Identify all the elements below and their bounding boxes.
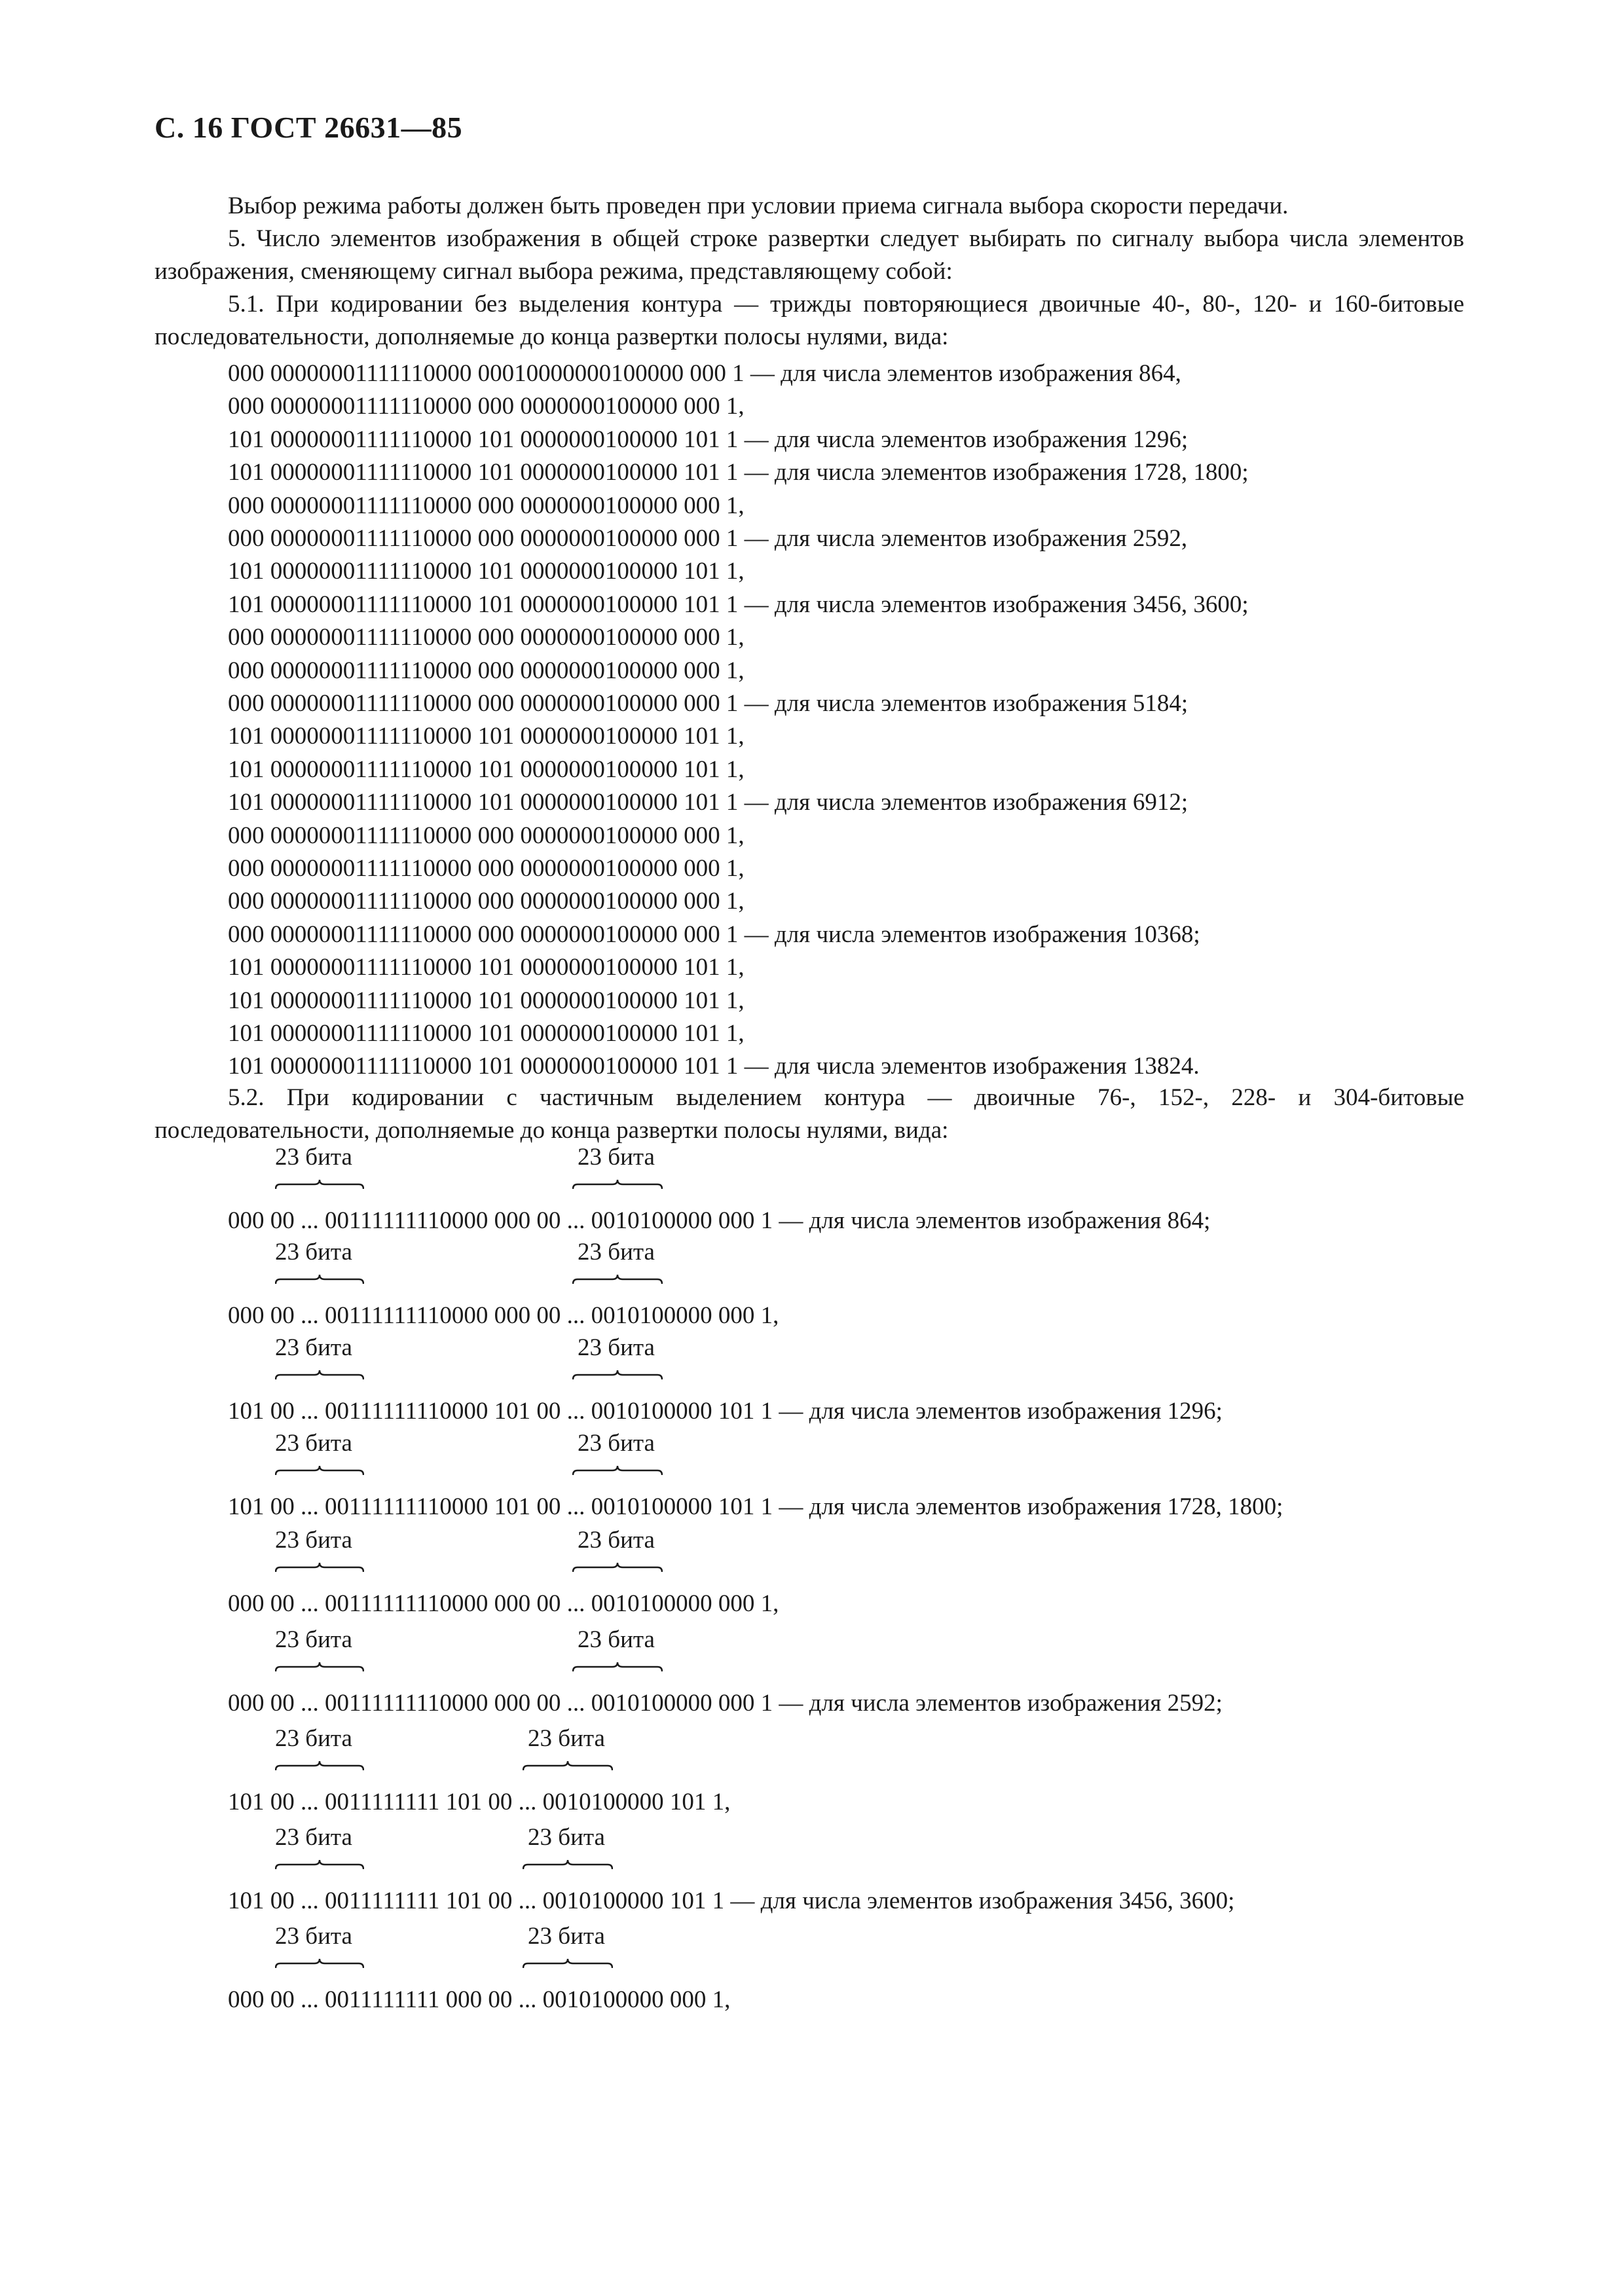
code-line-5-1: 000 00000001111110000 000 0000000100000 000 1, xyxy=(228,492,745,519)
page-header: С. 16 ГОСТ 26631—85 xyxy=(155,111,463,144)
code-line-5-2: 101 00 ... 00111111110000 101 00 ... 0010100000 101 1 — для числа элементов изображения 1296; xyxy=(228,1398,1223,1425)
brace-icon xyxy=(572,1561,663,1573)
code-line-5-1: 101 00000001111110000 101 0000000100000 101 1 — для числа элементов изображения 6912; xyxy=(228,789,1189,816)
bit-count-label: 23 бита xyxy=(275,1725,352,1752)
code-line-5-1: 000 00000001111110000 000 0000000100000 000 1, xyxy=(228,657,745,684)
bit-count-label: 23 бита xyxy=(578,1430,655,1457)
code-line-5-1: 000 00000001111110000 000 0000000100000 000 1, xyxy=(228,888,745,915)
bit-count-label: 23 бита xyxy=(528,1923,605,1950)
brace-icon xyxy=(275,1958,364,1969)
paragraph-5: 5. Число элементов изображения в общей строке развертки следует выбирать по сигналу выбора числа элементов изображения, сменяющему сигнал выбора режима, представляющему собой: xyxy=(155,225,1464,285)
bit-count-label: 23 бита xyxy=(275,1144,352,1171)
bit-count-label: 23 бита xyxy=(578,1527,655,1554)
brace-icon xyxy=(275,1561,364,1573)
brace-icon xyxy=(572,1369,663,1381)
code-line-5-1: 000 00000001111110000 000 0000000100000 000 1 — для числа элементов изображения 2592, xyxy=(228,525,1188,552)
code-line-5-1: 101 00000001111110000 101 0000000100000 101 1, xyxy=(228,987,745,1014)
code-line-5-1: 101 00000001111110000 101 0000000100000 101 1 — для числа элементов изображения 3456, 3600; xyxy=(228,591,1249,618)
bit-count-label: 23 бита xyxy=(275,1334,352,1361)
code-line-5-1: 101 00000001111110000 101 0000000100000 101 1 — для числа элементов изображения 13824. xyxy=(228,1053,1200,1080)
brace-icon xyxy=(275,1273,364,1285)
code-line-5-1: 000 00000001111110000 000 0000000100000 000 1 — для числа элементов изображения 5184; xyxy=(228,690,1189,717)
bit-count-label: 23 бита xyxy=(275,1923,352,1950)
code-line-5-2: 000 00 ... 00111111110000 000 00 ... 0010100000 000 1, xyxy=(228,1302,779,1329)
bit-count-label: 23 бита xyxy=(528,1725,605,1752)
brace-icon xyxy=(523,1958,613,1969)
bit-count-label: 23 бита xyxy=(578,1239,655,1266)
bit-count-label: 23 бита xyxy=(275,1430,352,1457)
code-line-5-1: 101 00000001111110000 101 0000000100000 101 1, xyxy=(228,558,745,585)
brace-icon xyxy=(275,1465,364,1476)
brace-icon xyxy=(275,1369,364,1381)
code-line-5-1: 000 00000001111110000 000 0000000100000 000 1, xyxy=(228,624,745,651)
code-line-5-2: 000 00 ... 00111111110000 000 00 ... 0010100000 000 1 — для числа элементов изображения 2592; xyxy=(228,1690,1223,1717)
brace-icon xyxy=(572,1465,663,1476)
bit-count-label: 23 бита xyxy=(578,1626,655,1653)
brace-icon xyxy=(275,1661,364,1673)
paragraph-5-2: 5.2. При кодировании с частичным выделением контура — двоичные 76-, 152-, 228- и 304-битовые последовательности, дополняемые до конца развертки полосы нулями, вида: xyxy=(155,1084,1464,1144)
brace-icon xyxy=(275,1859,364,1870)
bit-count-label: 23 бита xyxy=(528,1824,605,1851)
code-line-5-1: 000 00000001111110000 00010000000100000 000 1 — для числа элементов изображения 864, xyxy=(228,360,1181,387)
code-line-5-1: 101 00000001111110000 101 0000000100000 101 1 — для числа элементов изображения 1728, 1800; xyxy=(228,459,1249,486)
code-line-5-1: 101 00000001111110000 101 0000000100000 101 1, xyxy=(228,1020,745,1047)
code-line-5-2: 000 00 ... 00111111110000 000 00 ... 0010100000 000 1 — для числа элементов изображения 864; xyxy=(228,1207,1211,1234)
brace-icon xyxy=(523,1859,613,1870)
code-line-5-1: 000 00000001111110000 000 0000000100000 000 1, xyxy=(228,822,745,849)
bit-count-label: 23 бита xyxy=(275,1239,352,1266)
brace-icon xyxy=(275,1178,364,1190)
code-line-5-2: 000 00 ... 00111111110000 000 00 ... 0010100000 000 1, xyxy=(228,1590,779,1617)
code-line-5-1: 000 00000001111110000 000 0000000100000 000 1, xyxy=(228,393,745,420)
bit-count-label: 23 бита xyxy=(578,1334,655,1361)
bit-count-label: 23 бита xyxy=(275,1824,352,1851)
code-line-5-1: 101 00000001111110000 101 0000000100000 101 1, xyxy=(228,756,745,783)
brace-icon xyxy=(572,1178,663,1190)
brace-icon xyxy=(275,1760,364,1772)
paragraph-mode-selection: Выбор режима работы должен быть проведен при условии приема сигнала выбора скорости передачи. xyxy=(228,192,1289,219)
brace-icon xyxy=(572,1273,663,1285)
brace-icon xyxy=(523,1760,613,1772)
code-line-5-2: 101 00 ... 0011111111 101 00 ... 0010100000 101 1, xyxy=(228,1789,731,1815)
bit-count-label: 23 бита xyxy=(578,1144,655,1171)
code-line-5-1: 101 00000001111110000 101 0000000100000 101 1, xyxy=(228,954,745,981)
brace-icon xyxy=(572,1661,663,1673)
bit-count-label: 23 бита xyxy=(275,1626,352,1653)
code-line-5-1: 000 00000001111110000 000 0000000100000 000 1, xyxy=(228,855,745,882)
paragraph-5-1: 5.1. При кодировании без выделения контура — трижды повторяющиеся двоичные 40-, 80-, 120- и 160-битовые последовательности, дополняемые до конца развертки полосы нулями, вида: xyxy=(155,291,1464,350)
code-line-5-2: 101 00 ... 00111111110000 101 00 ... 0010100000 101 1 — для числа элементов изображения 1728, 1800; xyxy=(228,1493,1283,1520)
code-line-5-2: 000 00 ... 0011111111 000 00 ... 0010100000 000 1, xyxy=(228,1986,731,2013)
code-line-5-1: 101 00000001111110000 101 0000000100000 101 1, xyxy=(228,723,745,750)
code-line-5-1: 101 00000001111110000 101 0000000100000 101 1 — для числа элементов изображения 1296; xyxy=(228,426,1189,453)
code-line-5-2: 101 00 ... 0011111111 101 00 ... 0010100000 101 1 — для числа элементов изображения 3456, 3600; xyxy=(228,1887,1235,1914)
bit-count-label: 23 бита xyxy=(275,1527,352,1554)
code-line-5-1: 000 00000001111110000 000 0000000100000 000 1 — для числа элементов изображения 10368; xyxy=(228,920,1200,948)
